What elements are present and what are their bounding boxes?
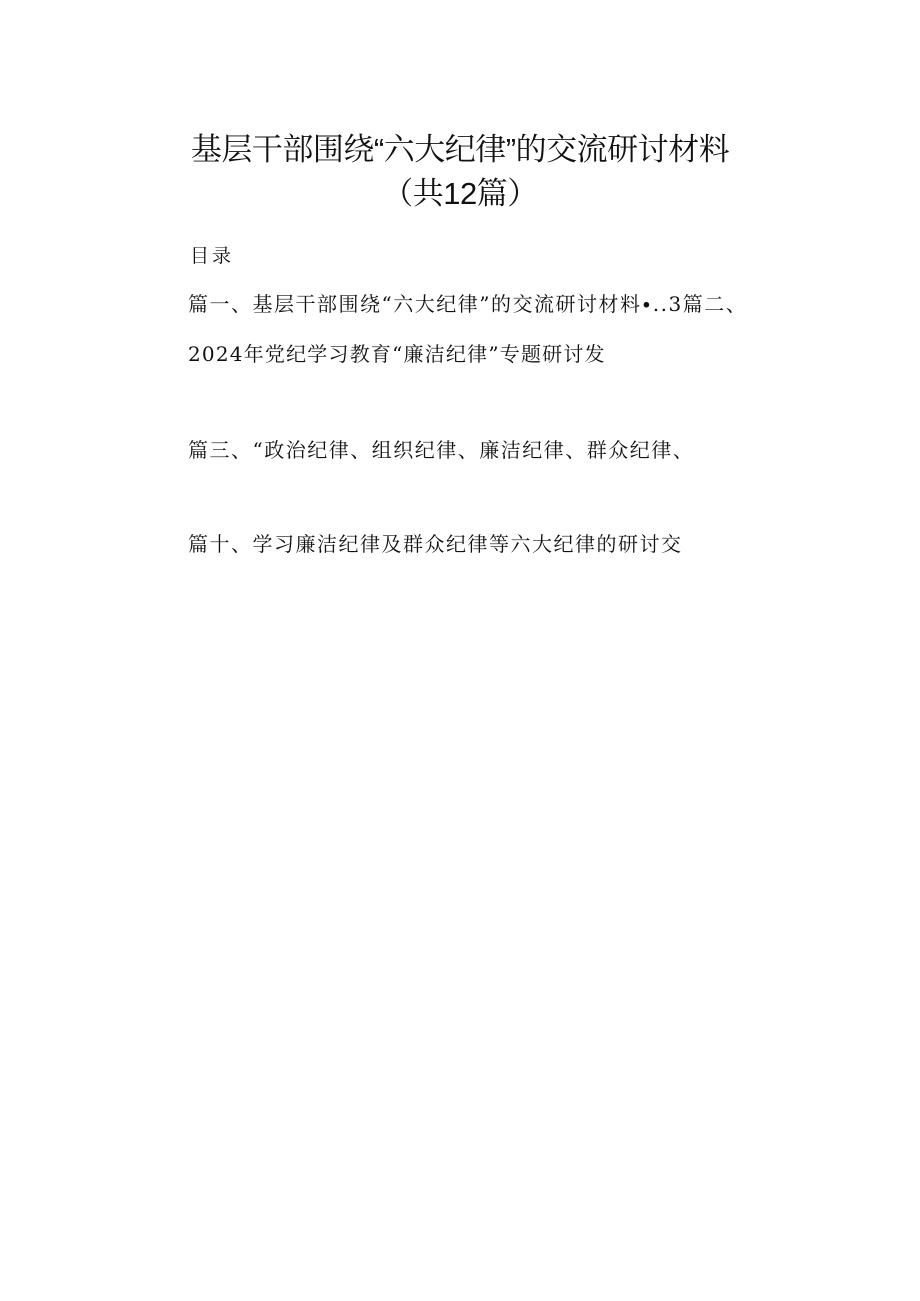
toc-entry: 2024年党纪学习教育“廉洁纪律”专题研讨发 (188, 342, 606, 366)
toc-entry: 篇一、基层干部围绕“六大纪律”的交流研讨材料∙..3篇二、 (188, 292, 748, 316)
toc-entry: 篇三、“政治纪律、组织纪律、廉洁纪律、群众纪律、 (188, 438, 695, 462)
toc-heading: 目录 (190, 245, 235, 267)
document-title: 基层干部围绕“六大纪律”的交流研讨材料 (190, 132, 730, 167)
toc-entry: 篇十、学习廉洁纪律及群众纪律等六大纪律的研讨交 (188, 532, 683, 556)
document-subtitle: （共12篇） (382, 176, 538, 211)
